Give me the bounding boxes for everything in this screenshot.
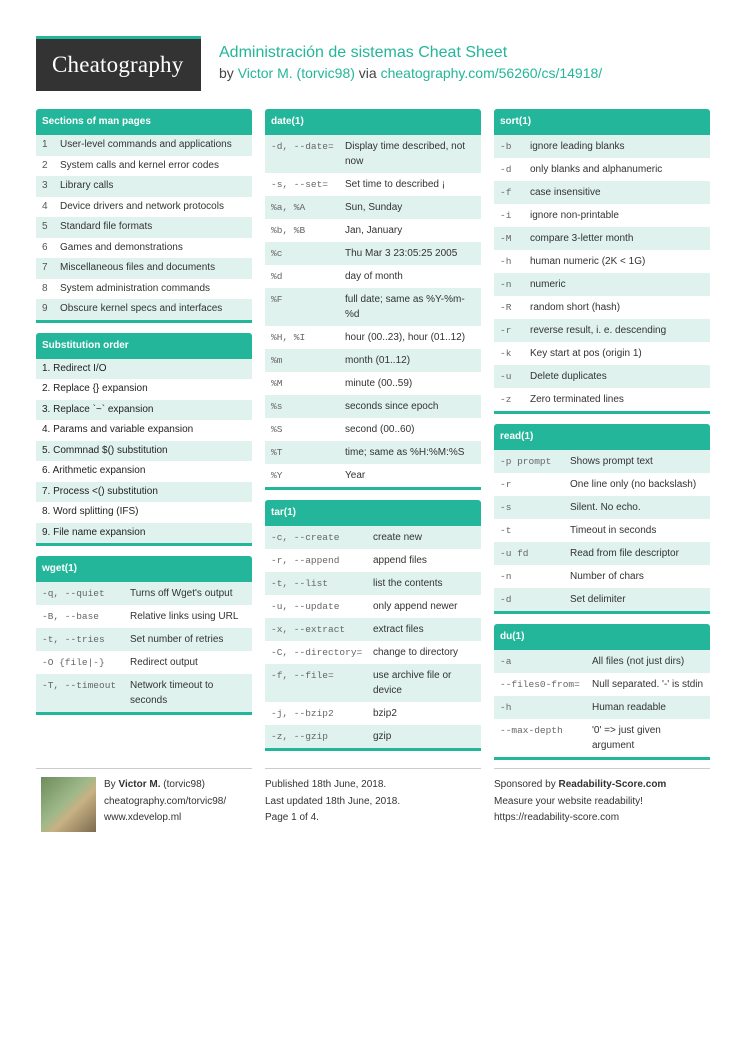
row-key: %m <box>271 355 283 366</box>
table-row <box>265 173 481 196</box>
table-row <box>36 197 252 218</box>
row-value: Silent. No echo. <box>570 502 641 513</box>
row-value: Number of chars <box>570 571 644 582</box>
row-key: -h <box>500 256 512 267</box>
table-row <box>494 519 710 542</box>
row-key: -s <box>500 502 512 513</box>
box-title: Sections of man pages <box>36 109 252 135</box>
row-key: -n <box>500 571 512 582</box>
row-value: reverse result, i. e. descending <box>530 325 667 336</box>
list-item: 4. Params and variable expansion <box>36 420 252 441</box>
sheet-title: Administración de sistemas Cheat Sheet <box>219 44 508 61</box>
table-row <box>265 595 481 618</box>
row-key: %M <box>271 378 283 389</box>
table-row <box>494 250 710 273</box>
table-row <box>36 217 252 238</box>
author-avatar[interactable] <box>41 777 96 832</box>
row-value: Relative links using URL <box>130 611 239 622</box>
row-value: bzip2 <box>373 708 397 719</box>
row-key: -z <box>500 394 512 405</box>
row-value: Human readable <box>592 702 666 713</box>
row-key: -T, --timeout <box>42 680 117 691</box>
row-key: -q, --quiet <box>42 588 105 599</box>
author-line <box>104 777 226 794</box>
table-row <box>265 641 481 664</box>
row-value: extract files <box>373 624 424 635</box>
row-key: -r <box>500 479 512 490</box>
sponsor-name: Readability-Score.com <box>558 779 667 790</box>
row-key: -c, --create <box>271 532 340 543</box>
author-profile-link[interactable]: cheatography.com/torvic98/ <box>104 795 227 807</box>
row-key: 2 <box>42 159 48 171</box>
page-number: Page 1 of 4. <box>265 812 319 823</box>
row-key: -O {file|-} <box>42 657 105 668</box>
table-row <box>494 696 710 719</box>
author-handle: (torvic98) <box>163 779 205 790</box>
row-key: -R <box>500 302 512 313</box>
list-item: 2. Replace {} expansion <box>36 379 252 400</box>
row-key: -C, --directory= <box>271 647 363 658</box>
list-item: 5. Commnad $() substitution <box>36 441 252 462</box>
table-row <box>494 227 710 250</box>
row-value: human numeric (2K < 1G) <box>530 256 646 267</box>
row-value: Standard file formats <box>60 221 153 232</box>
row-key: 1 <box>42 139 48 150</box>
table-row <box>265 418 481 441</box>
table-row <box>265 196 481 219</box>
row-key: %d <box>271 271 283 282</box>
table-row <box>265 288 481 326</box>
row-value: create new <box>373 532 422 543</box>
row-value: Set time to described ¡ <box>345 179 446 190</box>
sponsor-line <box>494 777 710 794</box>
row-value: gzip <box>373 731 392 742</box>
table-row <box>36 238 252 259</box>
box-title: du(1) <box>494 624 710 650</box>
row-key: -f <box>500 187 512 198</box>
table-row <box>265 135 481 173</box>
row-value: Null separated. '-' is stdin <box>592 679 704 690</box>
table-row <box>36 156 252 177</box>
row-value: Device drivers and network protocols <box>60 200 224 212</box>
table-row <box>36 582 252 605</box>
row-value: Display time described, not now <box>345 141 466 167</box>
row-value: day of month <box>345 271 403 282</box>
row-value: full date; same as %Y-%m-%d <box>345 294 465 320</box>
byline-by: by <box>219 65 234 81</box>
row-value: Miscellaneous files and documents <box>60 262 216 273</box>
row-value: compare 3-letter month <box>530 233 634 244</box>
row-value: System calls and kernel error codes <box>60 159 219 171</box>
table-row <box>265 372 481 395</box>
table-row <box>494 181 710 204</box>
row-value: All files (not just dirs) <box>592 656 685 667</box>
row-value: System administration commands <box>60 282 211 294</box>
table-row <box>494 565 710 588</box>
table-row <box>36 258 252 279</box>
row-value: append files <box>373 555 427 566</box>
table-row <box>494 342 710 365</box>
row-key: -d <box>500 594 512 605</box>
row-value: Read from file descriptor <box>570 548 679 559</box>
row-value: seconds since epoch <box>345 401 439 412</box>
row-key: 8 <box>42 282 48 294</box>
row-value: Set number of retries <box>130 634 224 645</box>
row-key: 4 <box>42 200 48 212</box>
row-value: case insensitive <box>530 187 601 198</box>
table-row <box>494 496 710 519</box>
box-title: tar(1) <box>265 500 481 526</box>
row-value: Turns off Wget's output <box>130 588 233 599</box>
sheet-url-link[interactable]: cheatography.com/56260/cs/14918/ <box>380 65 603 81</box>
tar-box <box>265 500 481 751</box>
row-value: Thu Mar 3 23:05:25 2005 <box>345 248 458 259</box>
table-row <box>265 702 481 725</box>
row-key: -s, --set= <box>271 179 329 190</box>
table-row <box>494 319 710 342</box>
row-value: Key start at pos (origin 1) <box>530 348 642 359</box>
sponsor-tagline: Measure your website readability! <box>494 795 643 807</box>
table-row <box>494 204 710 227</box>
author-site-link[interactable]: www.xdevelop.ml <box>104 812 182 823</box>
column-3 <box>494 109 710 770</box>
row-value: Redirect output <box>130 657 198 668</box>
table-row <box>36 651 252 674</box>
list-item: 7. Process <() substitution <box>36 482 252 503</box>
table-row <box>494 158 710 181</box>
table-row <box>265 326 481 349</box>
published-date: Published 18th June, 2018. <box>265 779 387 790</box>
substitution-box <box>36 333 252 547</box>
row-key: 3 <box>42 180 48 191</box>
row-key: %b, %B <box>271 225 306 236</box>
du-box <box>494 624 710 760</box>
man-pages-box <box>36 109 252 323</box>
byline-via: via <box>358 65 377 81</box>
row-value: Delete duplicates <box>530 371 607 382</box>
row-key: 5 <box>42 221 48 232</box>
page-header <box>36 36 716 91</box>
table-row <box>494 450 710 473</box>
tar-table <box>265 526 481 748</box>
table-row <box>494 650 710 673</box>
table-row <box>494 135 710 158</box>
table-row <box>494 673 710 696</box>
table-row <box>265 549 481 572</box>
list-item: 6. Arithmetic expansion <box>36 461 252 482</box>
table-row <box>494 588 710 611</box>
row-value: list the contents <box>373 578 443 589</box>
table-row <box>265 664 481 702</box>
row-key: 9 <box>42 303 48 314</box>
footer-sponsor <box>494 768 710 827</box>
row-value: User-level commands and applications <box>60 139 232 150</box>
row-value: Shows prompt text <box>570 456 653 467</box>
row-key: -b <box>500 141 512 152</box>
box-title: date(1) <box>265 109 481 135</box>
table-row <box>494 719 710 757</box>
table-row <box>494 388 710 411</box>
row-key: %T <box>271 447 283 458</box>
row-value: Library calls <box>60 180 114 191</box>
table-row <box>36 628 252 651</box>
row-value: second (00..60) <box>345 424 415 435</box>
box-title: read(1) <box>494 424 710 450</box>
row-key: -h <box>500 702 512 713</box>
sponsor-prefix: Sponsored by <box>494 779 556 790</box>
row-value: month (01..12) <box>345 355 411 366</box>
table-row <box>494 273 710 296</box>
row-value: change to directory <box>373 647 459 658</box>
row-value: One line only (no backslash) <box>570 479 697 490</box>
list-item: 1. Redirect I/O <box>36 359 252 380</box>
table-row <box>265 219 481 242</box>
table-row <box>265 572 481 595</box>
row-value: Zero terminated lines <box>530 394 624 405</box>
row-key: %c <box>271 248 283 259</box>
table-row <box>494 473 710 496</box>
row-value: random short (hash) <box>530 302 621 313</box>
read-table <box>494 450 710 611</box>
list-item: 8. Word splitting (IFS) <box>36 502 252 523</box>
row-key: 6 <box>42 241 48 253</box>
row-key: -x, --extract <box>271 624 346 635</box>
row-value: '0' => just given argument <box>592 725 661 751</box>
read-box <box>494 424 710 614</box>
row-value: only append newer <box>373 601 458 612</box>
row-key: %F <box>271 294 283 305</box>
row-value: Timeout in seconds <box>570 525 657 536</box>
row-key: -d, --date= <box>271 141 334 152</box>
row-key: -t, --list <box>271 578 329 589</box>
table-row <box>265 725 481 748</box>
table-row <box>36 279 252 300</box>
table-row <box>36 299 252 320</box>
box-title: sort(1) <box>494 109 710 135</box>
row-value: hour (00..23), hour (01..12) <box>345 332 466 343</box>
table-row <box>36 674 252 712</box>
footer-author <box>36 768 252 840</box>
row-key: -j, --bzip2 <box>271 708 334 719</box>
row-key: -t, --tries <box>42 634 105 645</box>
table-row <box>494 365 710 388</box>
row-key: -M <box>500 233 512 244</box>
row-key: --max-depth <box>500 725 563 736</box>
sort-table <box>494 135 710 411</box>
row-value: numeric <box>530 279 566 290</box>
cheatography-logo[interactable] <box>36 36 201 91</box>
wget-box <box>36 556 252 715</box>
row-key: %Y <box>271 470 283 481</box>
date-box <box>265 109 481 490</box>
row-key: -z, --gzip <box>271 731 329 742</box>
row-key: %S <box>271 424 283 435</box>
column-1 <box>36 109 252 725</box>
list-item: 3. Replace `~` expansion <box>36 400 252 421</box>
row-value: only blanks and alphanumeric <box>530 164 663 175</box>
date-table <box>265 135 481 487</box>
row-key: -a <box>500 656 512 667</box>
box-title: Substitution order <box>36 333 252 359</box>
row-key: -t <box>500 525 512 536</box>
row-key: -i <box>500 210 512 221</box>
row-value: time; same as %H:%M:%S <box>345 447 465 458</box>
column-2 <box>265 109 481 761</box>
row-value: Games and demonstrations <box>60 241 183 253</box>
table-row <box>265 349 481 372</box>
row-key: --files0-from= <box>500 679 580 690</box>
row-key: %s <box>271 401 283 412</box>
row-key: -B, --base <box>42 611 100 622</box>
row-key: -u <box>500 371 512 382</box>
row-value: Obscure kernel specs and interfaces <box>60 303 223 314</box>
table-row <box>36 605 252 628</box>
row-value: ignore leading blanks <box>530 141 625 152</box>
row-key: -r, --append <box>271 555 340 566</box>
logo-text: Cheatography <box>52 52 184 77</box>
substitution-list <box>36 359 252 544</box>
table-row <box>265 242 481 265</box>
footer-by: By <box>104 779 116 790</box>
du-table <box>494 650 710 757</box>
author-link[interactable]: Victor M. (torvic98) <box>237 65 355 81</box>
row-value: use archive file or device <box>373 670 452 696</box>
table-row <box>265 265 481 288</box>
row-key: %a, %A <box>271 202 306 213</box>
row-key: -f, --file= <box>271 670 334 681</box>
wget-table <box>36 582 252 712</box>
row-value: Network timeout to seconds <box>130 680 214 706</box>
row-key: -u, --update <box>271 601 340 612</box>
row-key: -p prompt <box>500 456 552 467</box>
table-row <box>36 135 252 156</box>
table-row <box>265 464 481 487</box>
sponsor-link[interactable]: https://readability-score.com <box>494 812 620 823</box>
box-title: wget(1) <box>36 556 252 582</box>
row-value: minute (00..59) <box>345 378 413 389</box>
row-key: %H, %I <box>271 332 306 343</box>
row-key: 7 <box>42 262 48 273</box>
table-row <box>494 542 710 565</box>
byline <box>219 65 602 81</box>
table-row <box>265 441 481 464</box>
row-value: Jan, January <box>345 225 403 236</box>
row-value: Set delimiter <box>570 594 626 605</box>
table-row <box>265 618 481 641</box>
row-key: -u fd <box>500 548 529 559</box>
row-key: -k <box>500 348 512 359</box>
table-row <box>36 176 252 197</box>
sort-box <box>494 109 710 414</box>
table-row <box>265 526 481 549</box>
row-value: ignore non-printable <box>530 210 619 221</box>
table-row <box>494 296 710 319</box>
row-value: Year <box>345 470 366 481</box>
author-name: Victor M. <box>118 779 161 790</box>
row-key: -n <box>500 279 512 290</box>
row-value: Sun, Sunday <box>345 202 403 213</box>
row-key: -d <box>500 164 512 175</box>
updated-date: Last updated 18th June, 2018. <box>265 795 401 807</box>
man-pages-table <box>36 135 252 320</box>
row-key: -r <box>500 325 512 336</box>
table-row <box>265 395 481 418</box>
list-item: 9. File name expansion <box>36 523 252 544</box>
footer-dates <box>265 768 481 827</box>
